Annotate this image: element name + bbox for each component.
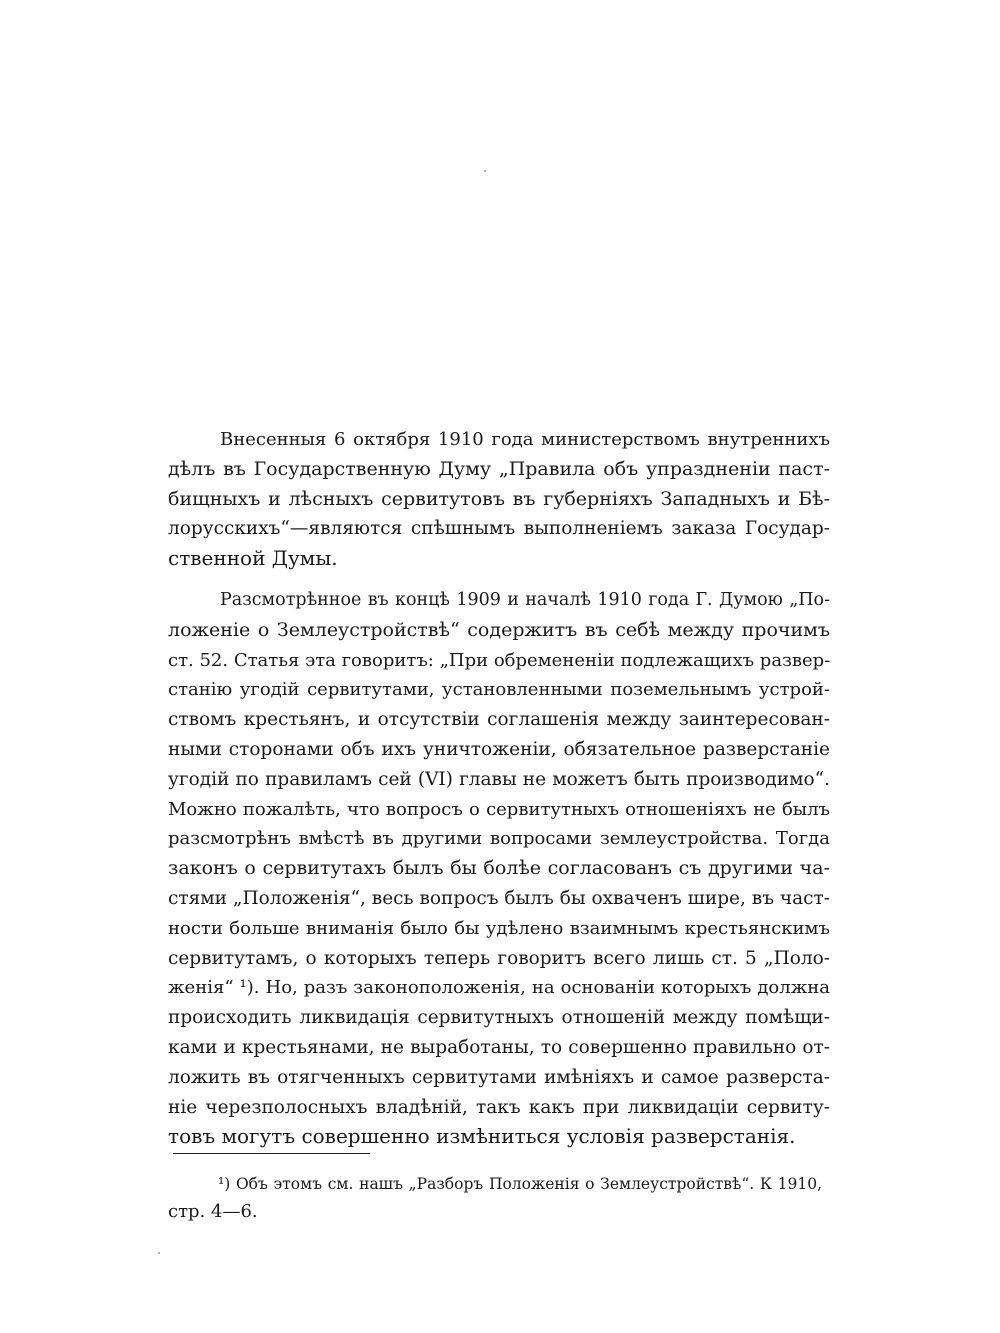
text-line: товъ могутъ совершенно измѣниться условія разверстанія. <box>168 1124 796 1149</box>
text-line: ствомъ крестьянъ, и отсутствіи соглашенія между заинтересован- <box>168 709 830 731</box>
paragraph-gap <box>168 574 830 586</box>
text-line: законъ о сервитутахъ былъ бы болѣе согласованъ съ другими ча- <box>168 857 830 880</box>
text-line: Разсмотрѣнное въ концѣ 1909 и началѣ 1910 года Г. Думою „По- <box>220 589 830 610</box>
text-line: ст. 52. Статья эта говоритъ: „При обремененіи подлежащихъ развер- <box>168 649 830 671</box>
text-line: ками и крестьянами, не выработаны, то совершенно правильно от- <box>168 1036 830 1058</box>
text-line: Внесенныя 6 октября 1910 года министерствомъ внутреннихъ <box>220 429 830 450</box>
main-text <box>168 425 830 1152</box>
text-line: ными сторонами объ ихъ уничтоженіи, обязательное разверстаніе <box>168 738 830 760</box>
text-line: ложить въ отягченныхъ сервитутами имѣніяхъ и самое разверста- <box>168 1066 830 1088</box>
text-line: ніе черезполосныхъ владѣній, такъ какъ при ликвидаціи сервиту- <box>168 1096 830 1118</box>
footnote-separator <box>173 1153 370 1154</box>
paper-speck <box>158 1252 160 1254</box>
text-line: дѣлъ въ Государственную Думу „Правила объ упраздненіи паст- <box>168 457 830 480</box>
paper-speck <box>484 170 486 172</box>
text-line: разсмотрѣнъ вмѣстѣ въ другими вопросами землеустройства. Тогда <box>168 828 830 850</box>
text-line: происходить ликвидація сервитутныхъ отношеній между помѣщи- <box>168 1007 830 1029</box>
text-line: ложеніе о Землеустройствѣ“ содержитъ въ себѣ между прочимъ <box>168 618 830 641</box>
text-line: угодій по правиламъ сей (VI) главы не можетъ быть производимо“. <box>168 768 830 790</box>
text-line: бищныхъ и лѣсныхъ сервитутовъ въ губерніяхъ Западныхъ и Бѣ- <box>168 487 830 510</box>
text-line: станію угодій сервитутами, установленными поземельнымъ устрой- <box>168 679 830 701</box>
text-line: стями „Положенія“, весь вопросъ былъ бы охваченъ шире, въ част- <box>168 887 830 909</box>
text-line: сервитутамъ, о которыхъ теперь говоритъ всего лишь ст. 5 „Поло- <box>168 947 830 969</box>
footnote-line: стр. 4—6. <box>168 1201 258 1222</box>
text-line: ственной Думы. <box>168 546 338 571</box>
footnote-line: ¹) Объ этомъ см. нашъ „Разборъ Положенія о Землеустройствѣ“. К 1910, <box>218 1175 822 1193</box>
text-line: ности больше вниманія было бы удѣлено взаимнымъ крестьянскимъ <box>168 917 830 939</box>
footnote <box>168 1170 822 1226</box>
text-line: лорусскихъ“—являются спѣшнымъ выполненіемъ заказа Государ- <box>168 518 830 540</box>
text-line: Можно пожалѣть, что вопросъ о сервитутныхъ отношеніяхъ не былъ <box>168 798 830 820</box>
text-line: женія“ ¹). Но, разъ законоположенія, на основаніи которыхъ должна <box>168 977 830 999</box>
